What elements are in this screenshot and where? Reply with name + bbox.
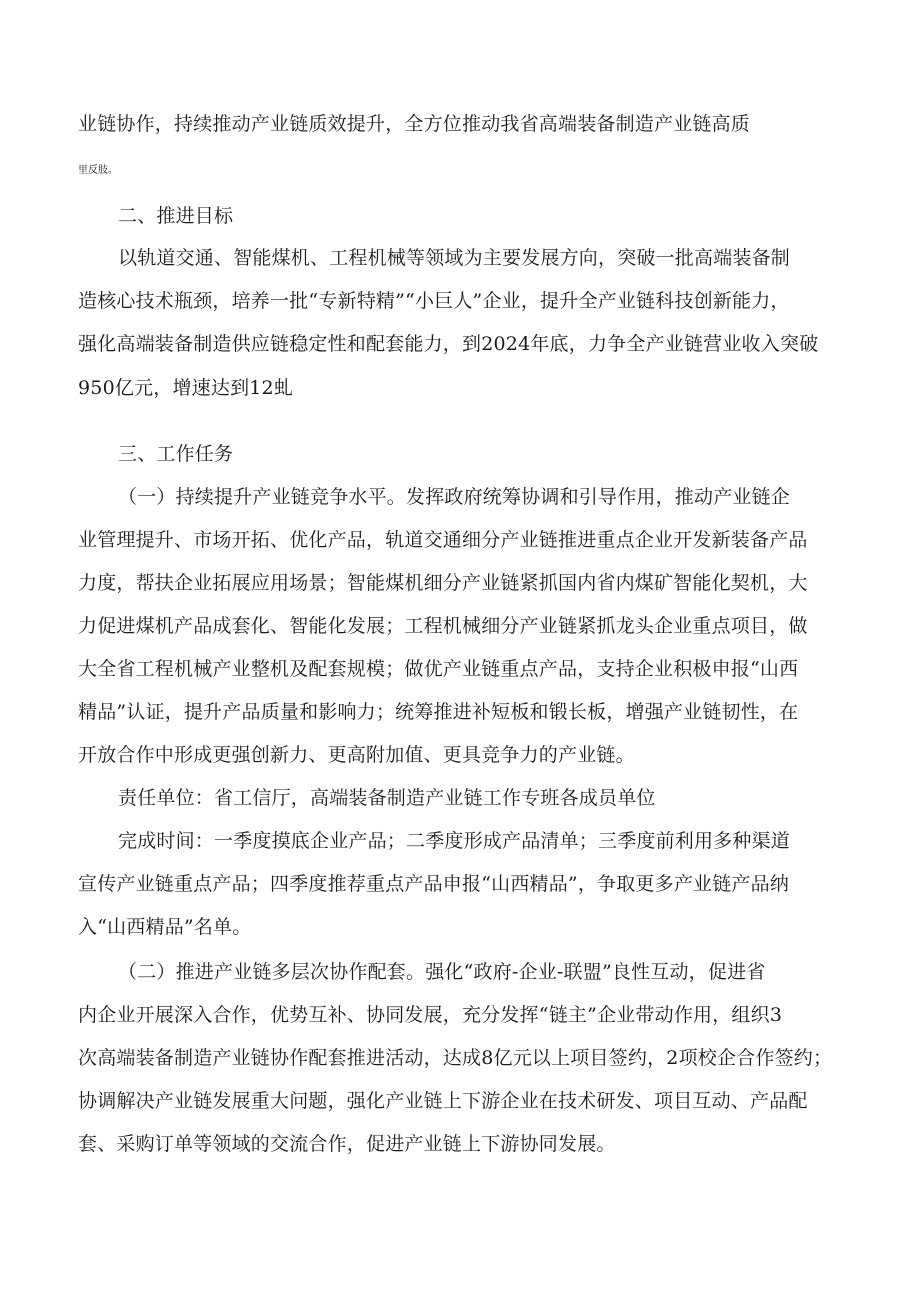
paragraph-line: 造核心技术瓶颈，培养一批“专新特精”“小巨人”企业，提升全产业链科技创新能力， (78, 290, 790, 312)
paragraph-line: 力促进煤机产品成套化、智能化发展；工程机械细分产业链紧抓龙头企业重点项目，做 (78, 615, 808, 637)
footnote-text: 里反肢。 (78, 165, 118, 176)
paragraph-line: 完成时间：一季度摸底企业产品；二季度形成产品清单；三季度前利用多种渠道 (118, 830, 791, 852)
responsible-unit: 责任单位：省工信厅，高端装备制造产业链工作专班各成员单位 (118, 787, 656, 809)
paragraph-line: 次高端装备制造产业链协作配套推进活动，达成8亿元以上项目签约，2项校企合作签约； (78, 1047, 833, 1069)
paragraph-line: 入“山西精品”名单。 (78, 916, 252, 938)
paragraph-line: 大全省工程机械产业整机及配套规模；做优产业链重点产品，支持企业积极申报“山西 (78, 658, 799, 680)
paragraph-line: 精品”认证，提升产品质量和影响力；统筹推进补短板和锻长板，增强产业链韧性，在 (78, 701, 799, 723)
paragraph-line: 力度，帮扶企业拓展应用场景；智能煤机细分产业链紧抓国内省内煤矿智能化契机，大 (78, 572, 808, 594)
paragraph-line: 协调解决产业链发展重大问题，强化产业链上下游企业在技术研发、项目互动、产品配 (78, 1090, 808, 1112)
paragraph-line: 950亿元，增速达到12虬 (78, 377, 294, 399)
paragraph-line: （二）推进产业链多层次协作配套。强化“政府-企业-联盟”良性互动，促进省 (118, 961, 766, 983)
paragraph-line: 业管理提升、市场开拓、优化产品，轨道交通细分产业链推进重点企业开发新装备产品 (78, 529, 808, 551)
paragraph-line: 业链协作，持续推动产业链质效提升，全方位推动我省高端装备制造产业链高质 (78, 113, 751, 135)
section-heading: 三、工作任务 (118, 443, 234, 465)
paragraph-line: 强化高端装备制造供应链稳定性和配套能力，到2024年底，力争全产业链营业收入突破 (78, 333, 819, 355)
paragraph-line: 套、采购订单等领域的交流合作，促进产业链上下游协同发展。 (78, 1133, 616, 1155)
paragraph-line: （一）持续提升产业链竞争水平。发挥政府统筹协调和引导作用，推动产业链企 (118, 486, 791, 508)
paragraph-line: 以轨道交通、智能煤机、工程机械等领域为主要发展方向，突破一批高端装备制 (118, 247, 791, 269)
paragraph-line: 内企业开展深入合作，优势互补、协同发展，充分发挥“链主”企业带动作用，组织3 (78, 1004, 783, 1026)
section-heading: 二、推进目标 (118, 205, 234, 227)
paragraph-line: 开放合作中形成更强创新力、更高附加值、更具竞争力的产业链。 (78, 744, 635, 766)
paragraph-line: 宣传产业链重点产品；四季度推荐重点产品申报“山西精品”，争取更多产业链产品纳 (78, 873, 790, 895)
